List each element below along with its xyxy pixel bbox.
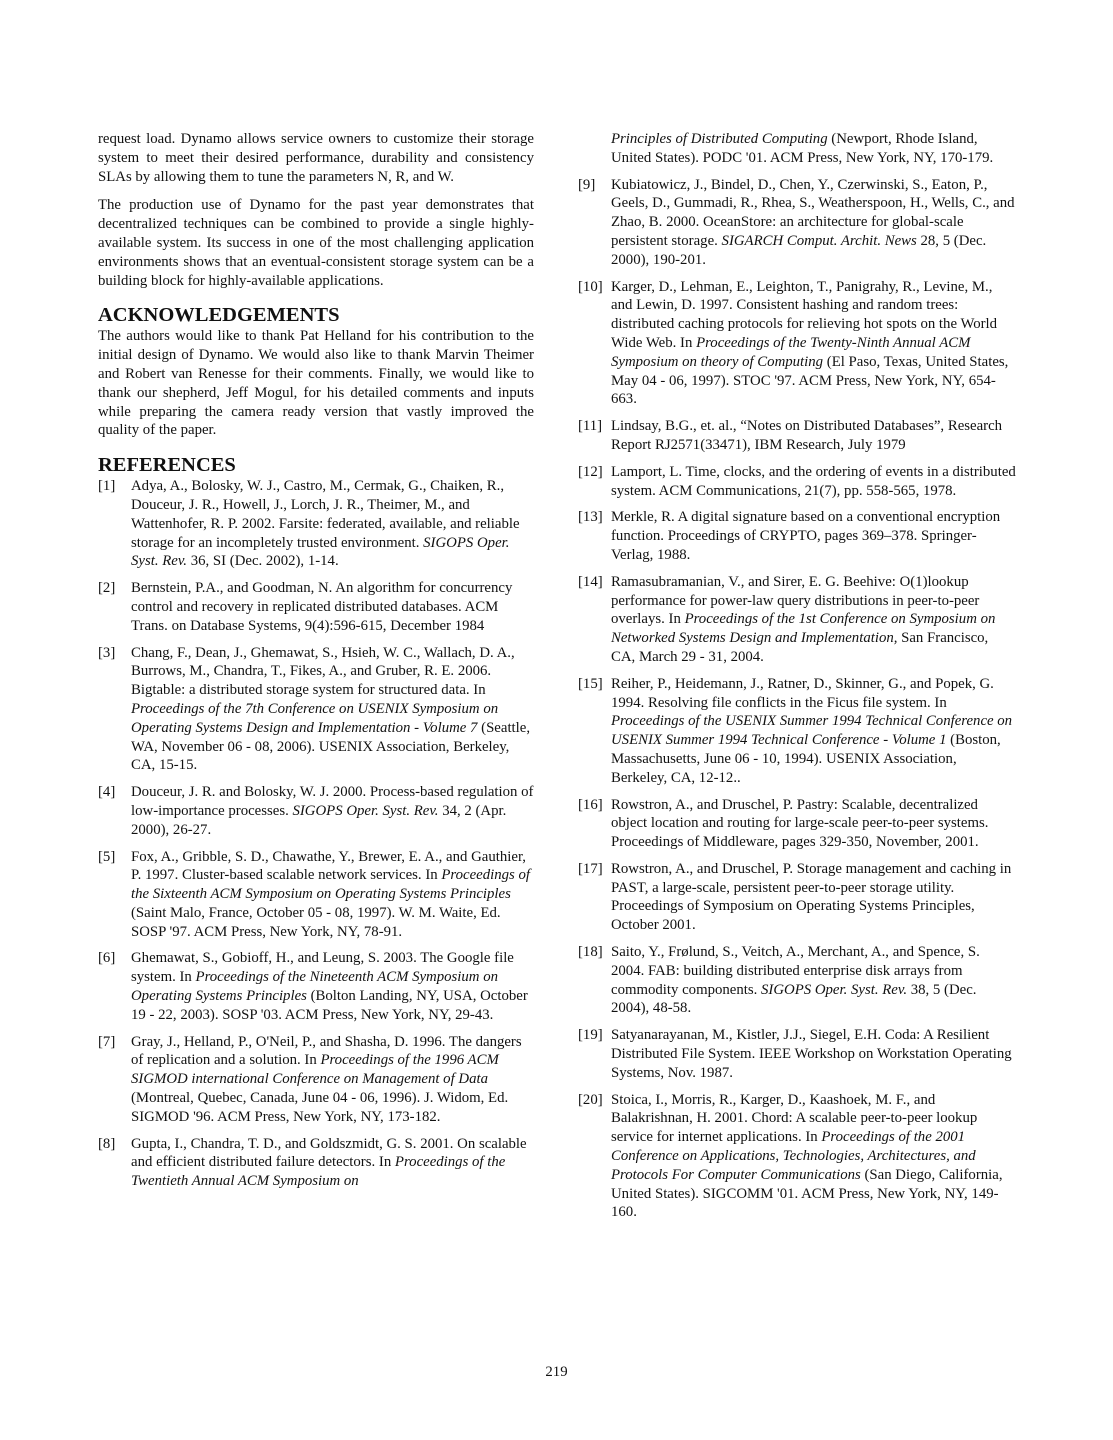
page-number: 219	[545, 1364, 568, 1380]
reference-number: [3]	[98, 644, 116, 661]
reference-item	[578, 943, 1016, 1018]
reference-text	[131, 1135, 534, 1191]
reference-venue: SIGOPS Oper. Syst. Rev.	[761, 981, 908, 998]
reference-authors-title: Lamport, L. Time, clocks, and the ordering of events in a distributed system. ACM Communications, 21(7), pp. 558-565, 1978.	[611, 463, 1016, 499]
reference-number: [1]	[98, 478, 116, 495]
reference-item	[578, 675, 1016, 788]
reference-item	[98, 1135, 534, 1191]
reference-details: (Boston, Massachusetts, June 06 - 10, 1994). USENIX Association, Berkeley, CA, 12-12..	[611, 732, 1001, 786]
reference-number: [20]	[578, 1091, 603, 1108]
reference-number: [2]	[98, 580, 116, 597]
reference-details: 34, 2 (Apr. 2000), 26-27.	[131, 802, 507, 838]
reference-details: 38, 5 (Dec. 2004), 48-58.	[611, 981, 977, 1017]
conclusion-paragraph-2: The production use of Dynamo for the past year demonstrates that decentralized techniques can be combined to provide a single highly-available system. Its success in one of the most challenging application environments shows that an eventual-consistent storage system can be a building block for highly-available applications.	[98, 197, 534, 289]
acknowledgements-heading: ACKNOWLEDGEMENTS	[98, 304, 340, 327]
reference-number: [12]	[578, 463, 603, 480]
reference-authors-title: Reiher, P., Heidemann, J., Ratner, D., Skinner, G., and Popek, G. 1994. Resolving file conflicts in the Ficus file system. In	[611, 675, 994, 711]
reference-venue: Proceedings of the 2001 Conference on Applications, Technologies, Architectures, and Protocols For Computer Communications	[611, 1129, 976, 1183]
reference-authors-title: Gray, J., Helland, P., O'Neil, P., and Shasha, D. 1996. The dangers of replication and a solution. In	[131, 1033, 522, 1069]
reference-details: San Francisco, CA, March 29 - 31, 2004.	[611, 630, 989, 665]
left-column	[98, 130, 534, 1199]
reference-number: [14]	[578, 573, 603, 590]
reference-item	[98, 579, 534, 635]
reference-item	[98, 848, 534, 942]
reference-item	[98, 783, 534, 839]
reference-text	[611, 1091, 1016, 1223]
reference-text	[611, 417, 1016, 455]
reference-authors-title: Merkle, R. A digital signature based on a conventional encryption function. Proceedings of CRYPTO, pages 369–378. Springer-Verlag, 1988.	[611, 509, 1001, 563]
reference-venue: SIGOPS Oper. Syst. Rev.	[131, 534, 510, 570]
reference-text	[611, 943, 1016, 1018]
reference-item	[578, 1091, 1016, 1223]
reference-details: (San Diego, California, United States). SIGCOMM '01. ACM Press, New York, NY, 149-160.	[611, 1166, 1003, 1221]
reference-venue: Proceedings of the Twentieth Annual ACM Symposium on	[131, 1154, 506, 1190]
reference-number: [18]	[578, 944, 603, 961]
reference-details: (Seattle, WA, November 06 - 08, 2006). USENIX Association, Berkeley, CA, 15-15.	[131, 719, 531, 774]
reference-authors-title: Ghemawat, S., Gobioff, H., and Leung, S. 2003. The Google file system. In	[131, 950, 514, 986]
reference-number: [7]	[98, 1033, 116, 1050]
reference-number: [19]	[578, 1027, 603, 1044]
reference-authors-title: Satyanarayanan, M., Kistler, J.J., Siegel, E.H. Coda: A Resilient Distributed File System. IEEE Workshop on Workstation Operating Systems, Nov. 1987.	[611, 1027, 1012, 1081]
reference-text	[131, 1033, 534, 1127]
reference-text	[131, 949, 534, 1024]
reference-8-details: (Newport, Rhode Island, United States). PODC '01. ACM Press, New York, NY, 170-179.	[611, 131, 994, 166]
conclusion-paragraph-1: request load. Dynamo allows service owners to customize their storage system to meet their desired performance, durability and consistency SLAs by allowing them to tune the parameters N, R, and W.	[98, 131, 534, 185]
reference-details: 28, 5 (Dec. 2000), 190-201.	[611, 232, 987, 268]
reference-authors-title: Rowstron, A., and Druschel, P. Storage management and caching in PAST, a large-scale, persistent peer-to-peer storage utility. Proceedings of Symposium on Operating Systems Principles, October 2001.	[611, 860, 1012, 934]
reference-venue: Proceedings of the Sixteenth ACM Symposium on Operating Systems Principles	[131, 867, 530, 903]
right-column	[578, 130, 1016, 1230]
reference-number: [8]	[98, 1135, 116, 1152]
reference-number: [4]	[98, 784, 116, 801]
reference-authors-title: Douceur, J. R. and Bolosky, W. J. 2000. Process-based regulation of low-importance processes.	[131, 784, 534, 819]
reference-number: [6]	[98, 950, 116, 967]
reference-authors-title: Karger, D., Lehman, E., Leighton, T., Panigrahy, R., Levine, M., and Lewin, D. 1997. Consistent hashing and random trees: distributed caching protocols for relieving hot spots on the World Wide Web. In	[611, 278, 998, 351]
reference-venue: SIGOPS Oper. Syst. Rev.	[292, 802, 439, 819]
reference-item	[98, 1033, 534, 1127]
reference-number: [5]	[98, 848, 116, 865]
reference-list-right	[578, 176, 1016, 1223]
reference-venue: Proceedings of the 1996 ACM SIGMOD international Conference on Management of Data	[131, 1052, 499, 1088]
acknowledgements-text: The authors would like to thank Pat Helland for his contribution to the initial design of Dynamo. We would also like to thank Marvin Theimer and Robert van Renesse for their comments. Finally, we would like to thank our shepherd, Jeff Mogul, for his detailed comments and inputs while preparing the camera ready version that vastly improved the quality of the paper.	[98, 328, 534, 439]
reference-number: [11]	[578, 418, 603, 435]
reference-text	[611, 463, 1016, 501]
reference-authors-title: Gupta, I., Chandra, T. D., and Goldszmidt, G. S. 2001. On scalable and efficient distributed failure detectors. In	[131, 1135, 527, 1171]
reference-text	[131, 848, 534, 942]
references-heading: REFERENCES	[98, 454, 236, 477]
reference-authors-title: Rowstron, A., and Druschel, P. Pastry: Scalable, decentralized object location and routing for large-scale peer-to-peer systems. Proceedings of Middleware, pages 329-350, November, 2001.	[611, 796, 989, 851]
reference-details: (Bolton Landing, NY, USA, October 19 - 22, 2003). SOSP '03. ACM Press, New York, NY, 29-43.	[131, 988, 528, 1023]
reference-authors-title: Chang, F., Dean, J., Ghemawat, S., Hsieh, W. C., Wallach, D. A., Burrows, M., Chandra, T., Fikes, A., and Gruber, R. E. 2006. Bigtable: a distributed storage system for structured data. In	[131, 644, 515, 699]
reference-number: [13]	[578, 509, 603, 526]
reference-venue: Proceedings of the 1st Conference on Symposium on Networked Systems Design and Implementation,	[611, 611, 996, 647]
reference-text	[131, 644, 534, 776]
reference-authors-title: Adya, A., Bolosky, W. J., Castro, M., Cermak, G., Chaiken, R., Douceur, J. R., Howell, J., Lorch, J. R., Theimer, M., and Wattenhofer, R. P. 2002. Farsite: federated, available, and reliable storage for an incompletely trusted environment.	[131, 478, 520, 551]
reference-item	[98, 477, 534, 571]
reference-text	[131, 579, 534, 635]
reference-number: [17]	[578, 860, 603, 877]
reference-text	[611, 1026, 1016, 1082]
reference-venue: Proceedings of the USENIX Summer 1994 Technical Conference on USENIX Summer 1994 Technical Conference - Volume 1	[611, 713, 1013, 749]
reference-item	[578, 796, 1016, 852]
reference-text	[611, 278, 1016, 410]
reference-details: (Montreal, Quebec, Canada, June 04 - 06, 1996). J. Widom, Ed. SIGMOD '96. ACM Press, New York, NY, 173-182.	[131, 1090, 509, 1125]
reference-authors-title: Stoica, I., Morris, R., Karger, D., Kaashoek, M. F., and Balakrishnan, H. 2001. Chord: A scalable peer-to-peer lookup service for internet applications. In	[611, 1091, 978, 1146]
reference-item	[578, 463, 1016, 501]
reference-number: [16]	[578, 796, 603, 813]
reference-venue: SIGARCH Comput. Archit. News	[721, 232, 917, 249]
reference-item	[578, 278, 1016, 410]
reference-number: [9]	[578, 176, 596, 193]
reference-item	[98, 644, 534, 776]
reference-8-continuation	[578, 130, 1016, 168]
reference-details: (El Paso, Texas, United States, May 04 - 06, 1997). STOC '97. ACM Press, New York, NY, 654-663.	[611, 353, 1009, 408]
reference-text	[611, 573, 1016, 667]
reference-item	[578, 417, 1016, 455]
reference-authors-title: Lindsay, B.G., et. al., “Notes on Distributed Databases”, Research Report RJ2571(33471), IBM Research, July 1979	[611, 418, 1003, 453]
reference-item	[578, 1026, 1016, 1082]
reference-authors-title: Fox, A., Gribble, S. D., Chawathe, Y., Brewer, E. A., and Gauthier, P. 1997. Cluster-based scalable network services. In	[131, 848, 526, 884]
reference-venue: Proceedings of the Twenty-Ninth Annual ACM Symposium on theory of Computing	[611, 334, 971, 370]
reference-text	[611, 860, 1016, 935]
reference-text	[611, 508, 1016, 564]
reference-venue: Proceedings of the Nineteenth ACM Symposium on Operating Systems Principles	[131, 969, 498, 1005]
reference-authors-title: Bernstein, P.A., and Goodman, N. An algorithm for concurrency control and recovery in replicated distributed databases. ACM Trans. on Database Systems, 9(4):596-615, December 1984	[131, 580, 513, 634]
reference-authors-title: Kubiatowicz, J., Bindel, D., Chen, Y., Czerwinski, S., Eaton, P., Geels, D., Gummadi, R., Rhea, S., Weatherspoon, H., Wells, C., and Zhao, B. 2000. OceanStore: an architecture for global-scale persistent storage.	[611, 176, 1015, 249]
reference-item	[578, 573, 1016, 667]
reference-8-venue: Principles of Distributed Computing	[611, 131, 828, 147]
reference-authors-title: Saito, Y., Frølund, S., Veitch, A., Merchant, A., and Spence, S. 2004. FAB: building distributed enterprise disk arrays from commodity components.	[611, 944, 980, 998]
reference-number: [10]	[578, 278, 603, 295]
reference-item	[578, 508, 1016, 564]
reference-list-left	[98, 477, 534, 1191]
reference-text	[611, 796, 1016, 852]
reference-text	[611, 675, 1016, 788]
reference-text	[131, 783, 534, 839]
reference-text	[611, 176, 1016, 270]
reference-text	[131, 477, 534, 571]
reference-item	[98, 949, 534, 1024]
reference-item	[578, 860, 1016, 935]
reference-number: [15]	[578, 675, 603, 692]
reference-details: 36, SI (Dec. 2002), 1-14.	[187, 553, 339, 570]
reference-item	[578, 176, 1016, 270]
reference-venue: Proceedings of the 7th Conference on USENIX Symposium on Operating Systems Design and Implementation - Volume 7	[131, 700, 499, 736]
reference-details: (Saint Malo, France, October 05 - 08, 1997). W. M. Waite, Ed. SOSP '97. ACM Press, New York, NY, 78-91.	[131, 904, 501, 940]
reference-authors-title: Ramasubramanian, V., and Sirer, E. G. Beehive: O(1)lookup performance for power-law query distributions in peer-to-peer overlays. In	[611, 573, 980, 628]
